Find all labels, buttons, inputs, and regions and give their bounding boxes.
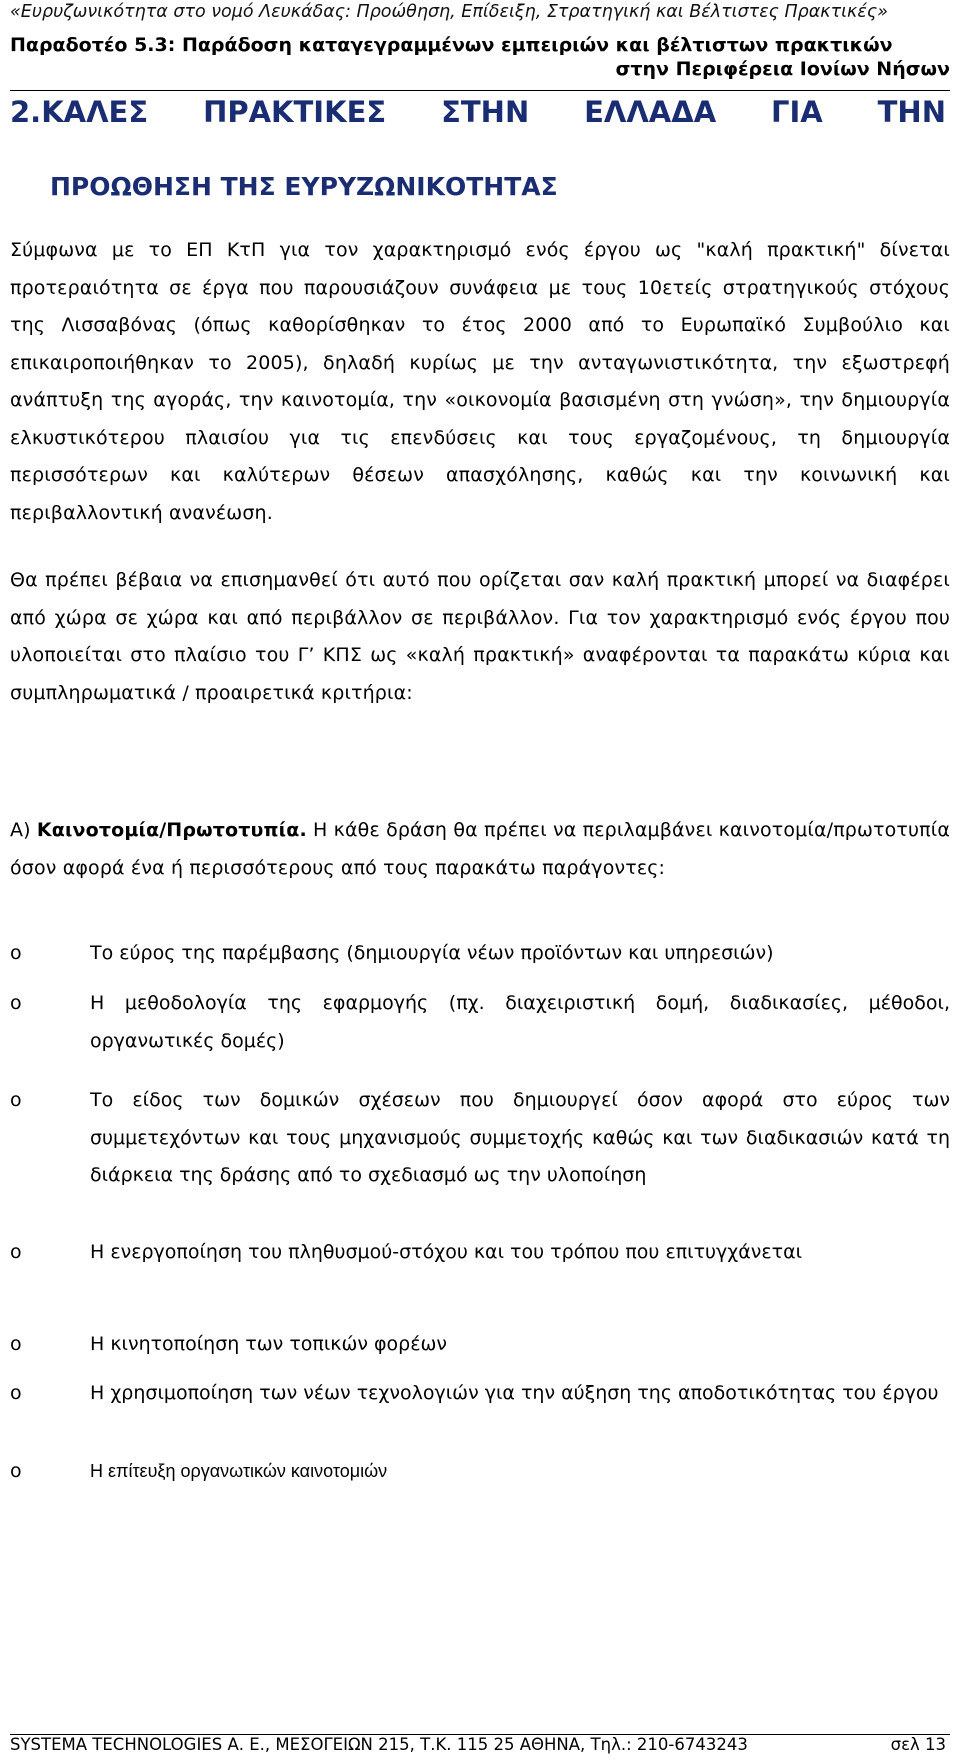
deliverable-heading (10, 33, 950, 81)
section-heading-word: ΓΙΑ (771, 95, 823, 129)
list-item-text: Η επίτευξη οργανωτικών καινοτομιών (90, 1461, 388, 1481)
section-heading-continuation: ΠΡΟΩΘΗΣΗ ΤΗΣ ΕΥΡΥΖΩΝΙΚΟΤΗΤΑΣ (50, 172, 558, 201)
list-item-text: Η κινητοποίηση των τοπικών φορέων (90, 1333, 448, 1355)
footer (10, 1735, 946, 1754)
list-item-text: Η μεθοδολογία της εφαρμογής (πχ. διαχειριστική δομή, διαδικασίες, μέθοδοι, οργανωτικές δομές) (90, 992, 950, 1052)
bullet-marker: o (10, 1089, 22, 1111)
deliverable-line-1: Παραδοτέο 5.3: Παράδοση καταγεγραμμένων εμπειριών και βέλτιστων πρακτικών (10, 34, 893, 56)
bullet-marker: o (10, 1460, 22, 1482)
bullet-marker: o (10, 1333, 22, 1355)
list-item-text: Το είδος των δομικών σχέσεων που δημιουργεί όσον αφορά στο εύρος των συμμετεχόντων και τους μηχανισμούς συμμετοχής καθώς και των διαδικασιών κατά τη διάρκεια της δράσης από το σχεδιασμό ως την υλοποίηση (90, 1089, 950, 1186)
section-heading (10, 95, 946, 129)
page-number: σελ 13 (890, 1735, 946, 1754)
bullet-marker: o (10, 992, 22, 1014)
footer-company: SYSTEMA TECHNOLOGIES Α. Ε., ΜΕΣΟΓΕΙΩΝ 215, Τ.Κ. 115 25 ΑΘΗΝΑ, Τηλ.: 210-6743243 (10, 1735, 748, 1754)
deliverable-line-2: στην Περιφέρεια Ιονίων Νήσων (615, 58, 950, 80)
list-item-text: Η ενεργοποίηση του πληθυσμού-στόχου και του τρόπου που επιτυγχάνεται (90, 1241, 803, 1263)
section-heading-word: ΕΛΛΑΔΑ (584, 95, 717, 129)
criterion-text: Η κάθε δράση θα πρέπει να περιλαμβάνει καινοτομία/πρωτοτυπία όσον αφορά ένα ή περισσότερους από τους παρακάτω παράγοντες: (10, 819, 950, 879)
bullet-marker: o (10, 1241, 22, 1263)
paragraph-text: Θα πρέπει βέβαια να επισημανθεί ότι αυτό που ορίζεται σαν καλή πρακτική μπορεί να διαφέρει από χώρα σε χώρα και από περιβάλλον σε περιβάλλον. Για τον χαρακτηρισμό ενός έργου που υλοποιείται στο πλαίσιο του Γ’ ΚΠΣ ως «καλή πρακτική» αναφέρονται τα παρακάτω κύρια και συμπληρωματικά / προαιρετικά κριτήρια: (10, 569, 950, 704)
bullet-marker: o (10, 942, 22, 964)
paragraph-good-practice (10, 562, 950, 712)
section-heading-word: ΤΗΝ (877, 95, 946, 129)
section-heading-word: 2.ΚΑΛΕΣ (10, 95, 149, 129)
criterion-prefix: Α) (10, 819, 37, 841)
paragraph-innovation-criterion (10, 812, 950, 887)
section-heading-word: ΠΡΑΚΤΙΚΕΣ (203, 95, 387, 129)
criterion-title: Καινοτομία/Πρωτοτυπία. (36, 819, 307, 841)
section-heading-word: ΣΤΗΝ (441, 95, 530, 129)
list-item-text: Το εύρος της παρέμβασης (δημιουργία νέων προϊόντων και υπηρεσιών) (90, 942, 774, 964)
list-item-text: Η χρησιμοποίηση των νέων τεχνολογιών για την αύξηση της αποδοτικότητας του έργου (90, 1382, 939, 1404)
header-divider (10, 90, 950, 91)
paragraph-lisbon-criteria (10, 232, 950, 532)
paragraph-text: Σύμφωνα με το ΕΠ ΚτΠ για τον χαρακτηρισμό ενός έργου ως "καλή πρακτική" δίνεται προτεραιότητα σε έργα που παρουσιάζουν συνάφεια με τους 10ετείς στρατηγικούς στόχους της Λισσαβόνας (όπως καθορίσθηκαν το έτος 2000 από το Ευρωπαϊκό Συμβούλιο και επικαιροποιήθηκαν το 2005), δηλαδή κυρίως με την ανταγωνιστικότητα, την εξωστρεφή ανάπτυξη της αγοράς, την καινοτομία, την «οικονομία βασισμένη στη γνώση», την δημιουργία ελκυστικότερου πλαισίου για τις επενδύσεις και τους εργαζομένους, τη δημιουργία περισσότερων και καλύτερων θέσεων απασχόλησης, καθώς και την κοινωνική και περιβαλλοντική ανανέωση. (10, 239, 950, 524)
project-title: «Ευρυζωνικότητα στο νομό Λευκάδας: Προώθηση, Επίδειξη, Στρατηγική και Βέλτιστες Πρακτικές» (10, 2, 888, 22)
bullet-marker: o (10, 1382, 22, 1404)
